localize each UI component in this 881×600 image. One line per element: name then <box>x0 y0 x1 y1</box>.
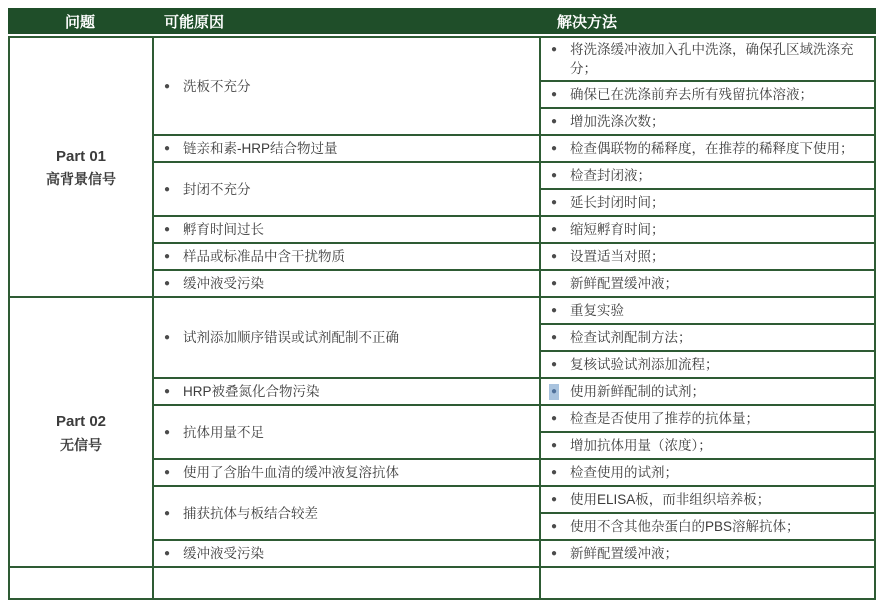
solution-cell <box>540 297 875 324</box>
solution-item <box>551 40 864 78</box>
cause-cell <box>153 486 540 540</box>
bullet-icon: ● <box>164 143 171 155</box>
cause-text: 抗体用量不足 <box>183 424 264 440</box>
cause-item <box>164 180 529 199</box>
cause-item <box>164 247 529 266</box>
cause-cell <box>153 243 540 270</box>
solution-cell <box>540 324 875 351</box>
bullet-icon: ● <box>164 386 171 398</box>
empty-cell <box>540 567 875 599</box>
solution-cell <box>540 513 875 540</box>
bullet-icon: ● <box>551 548 558 560</box>
bullet-icon: ● <box>551 44 558 55</box>
bullet-icon: ● <box>551 467 558 479</box>
header-possible-cause: 可能原因 <box>164 13 225 31</box>
solution-item <box>551 463 864 482</box>
solution-text: 增加洗涤次数； <box>570 114 665 130</box>
cause-cell <box>153 162 540 216</box>
bullet-icon: ● <box>164 426 171 438</box>
cause-text: 捕获抗体与板结合较差 <box>183 505 318 521</box>
cause-text: 缓冲液受污染 <box>183 546 264 562</box>
solution-text: 使用不含其他杂蛋白的PBS溶解抗体； <box>570 519 800 535</box>
cause-text: HRP被叠氮化合物污染 <box>183 384 320 400</box>
solution-item <box>551 166 864 185</box>
solution-cell <box>540 459 875 486</box>
solution-item <box>551 382 864 401</box>
cause-text: 缓冲液受污染 <box>183 276 264 292</box>
solution-item <box>551 220 864 239</box>
part-number: Part 02 <box>55 413 107 431</box>
header-problem: 问题 <box>64 13 95 31</box>
solution-text: 重复实验 <box>570 303 624 319</box>
solution-text: 新鲜配置缓冲液； <box>570 546 678 562</box>
table-row <box>9 37 875 81</box>
solution-cell <box>540 108 875 135</box>
solution-cell <box>540 81 875 108</box>
bullet-icon: ● <box>551 170 558 182</box>
solution-cell <box>540 135 875 162</box>
solution-cell <box>540 243 875 270</box>
bullet-icon: ● <box>164 224 171 236</box>
bullet-icon: ● <box>551 521 558 533</box>
solution-cell <box>540 189 875 216</box>
solution-item <box>551 355 864 374</box>
cause-item <box>164 423 529 442</box>
cause-item <box>164 504 529 523</box>
solution-cell <box>540 486 875 513</box>
problem-label: 无信号 <box>60 436 102 453</box>
solution-text: 使用新鲜配制的试剂； <box>570 384 705 400</box>
solution-item <box>551 490 864 509</box>
bullet-icon: ● <box>164 183 171 195</box>
table-row <box>9 297 875 324</box>
bullet-icon: ● <box>164 278 171 290</box>
bullet-icon: ● <box>551 224 558 236</box>
solution-text: 设置适当对照； <box>570 249 665 265</box>
solution-text: 确保已在洗涤前弃去所有残留抗体溶液； <box>570 87 813 103</box>
bullet-icon: ● <box>551 440 558 452</box>
solution-text: 检查试剂配制方法； <box>570 330 692 346</box>
bullet-icon: ● <box>551 89 558 101</box>
bullet-icon: ● <box>551 494 558 506</box>
solution-text: 新鲜配置缓冲液； <box>570 276 678 292</box>
part-number: Part 01 <box>55 147 107 165</box>
cause-cell <box>153 405 540 459</box>
solution-text: 将洗涤缓冲液加入孔中洗涤，确保孔区域洗涤充分； <box>570 42 854 77</box>
problem-cell <box>9 37 153 297</box>
cause-text: 洗板不充分 <box>183 78 251 94</box>
solution-text: 复核试验试剂添加流程； <box>570 357 719 373</box>
bullet-icon: ● <box>164 548 171 560</box>
cause-text: 封闭不充分 <box>183 181 251 197</box>
solution-cell <box>540 405 875 432</box>
solution-cell <box>540 216 875 243</box>
bullet-icon: ● <box>551 278 558 290</box>
bullet-icon: ● <box>164 80 171 92</box>
solution-cell <box>540 432 875 459</box>
cause-cell <box>153 270 540 297</box>
solution-cell <box>540 378 875 405</box>
cause-item <box>164 220 529 239</box>
cause-text: 样品或标准品中含干扰物质 <box>183 249 345 265</box>
cause-item <box>164 77 529 96</box>
solution-item <box>551 328 864 347</box>
cause-cell <box>153 216 540 243</box>
cause-item <box>164 328 529 347</box>
cause-item <box>164 139 529 158</box>
solution-text: 使用ELISA板，而非组织培养板； <box>570 492 771 508</box>
bullet-icon: ● <box>551 305 558 317</box>
solution-text: 延长封闭时间； <box>570 195 665 211</box>
table-body <box>9 37 875 599</box>
solution-item <box>551 193 864 212</box>
cause-item <box>164 274 529 293</box>
solution-item <box>551 85 864 104</box>
troubleshooting-document <box>8 8 876 600</box>
bullet-icon: ● <box>551 413 558 425</box>
empty-cell <box>153 567 540 599</box>
empty-cell <box>9 567 153 599</box>
cause-cell <box>153 297 540 378</box>
solution-item <box>551 517 864 536</box>
bullet-icon-highlighted: ● <box>549 384 559 400</box>
bullet-icon: ● <box>551 116 558 128</box>
solution-text: 检查使用的试剂； <box>570 465 678 481</box>
solution-item <box>551 436 864 455</box>
solution-item <box>551 112 864 131</box>
bullet-icon: ● <box>164 467 171 479</box>
solution-cell <box>540 162 875 189</box>
cause-text: 使用了含胎牛血清的缓冲液复溶抗体 <box>183 465 399 481</box>
cause-item <box>164 463 529 482</box>
solution-item <box>551 544 864 563</box>
cause-cell <box>153 135 540 162</box>
problem-label: 高背景信号 <box>46 171 116 188</box>
bullet-icon: ● <box>164 251 171 263</box>
bullet-icon: ● <box>551 332 558 344</box>
cause-item <box>164 382 529 401</box>
solution-cell <box>540 540 875 567</box>
cause-cell <box>153 459 540 486</box>
bullet-icon: ● <box>551 251 558 263</box>
solution-item <box>551 139 864 158</box>
clipped-next-section-row <box>9 567 875 599</box>
cause-cell <box>153 540 540 567</box>
cause-text: 试剂添加顺序错误或试剂配制不正确 <box>183 330 399 346</box>
solution-cell <box>540 351 875 378</box>
cause-text: 链亲和素-HRP结合物过量 <box>183 141 338 157</box>
solution-text: 缩短孵育时间； <box>570 222 665 238</box>
header-solution: 解决方法 <box>557 13 618 31</box>
bullet-icon: ● <box>551 359 558 371</box>
table-header-row <box>8 8 876 34</box>
bullet-icon: ● <box>164 507 171 519</box>
solution-text: 检查是否使用了推荐的抗体量； <box>570 411 759 427</box>
solution-text: 检查封闭液； <box>570 168 651 184</box>
bullet-icon: ● <box>164 332 171 344</box>
solution-text: 检查偶联物的稀释度，在推荐的稀释度下使用； <box>570 141 854 157</box>
cause-text: 孵育时间过长 <box>183 222 264 238</box>
bullet-icon: ● <box>551 143 558 155</box>
problem-cell <box>9 297 153 567</box>
solution-cell <box>540 270 875 297</box>
cause-cell <box>153 37 540 135</box>
solution-text: 增加抗体用量（浓度）； <box>570 438 712 454</box>
cause-cell <box>153 378 540 405</box>
cause-item <box>164 544 529 563</box>
bullet-icon: ● <box>551 197 558 209</box>
solution-item <box>551 274 864 293</box>
troubleshooting-table <box>8 36 876 600</box>
solution-cell <box>540 37 875 81</box>
solution-item <box>551 409 864 428</box>
solution-item <box>551 247 864 266</box>
solution-item <box>551 301 864 320</box>
